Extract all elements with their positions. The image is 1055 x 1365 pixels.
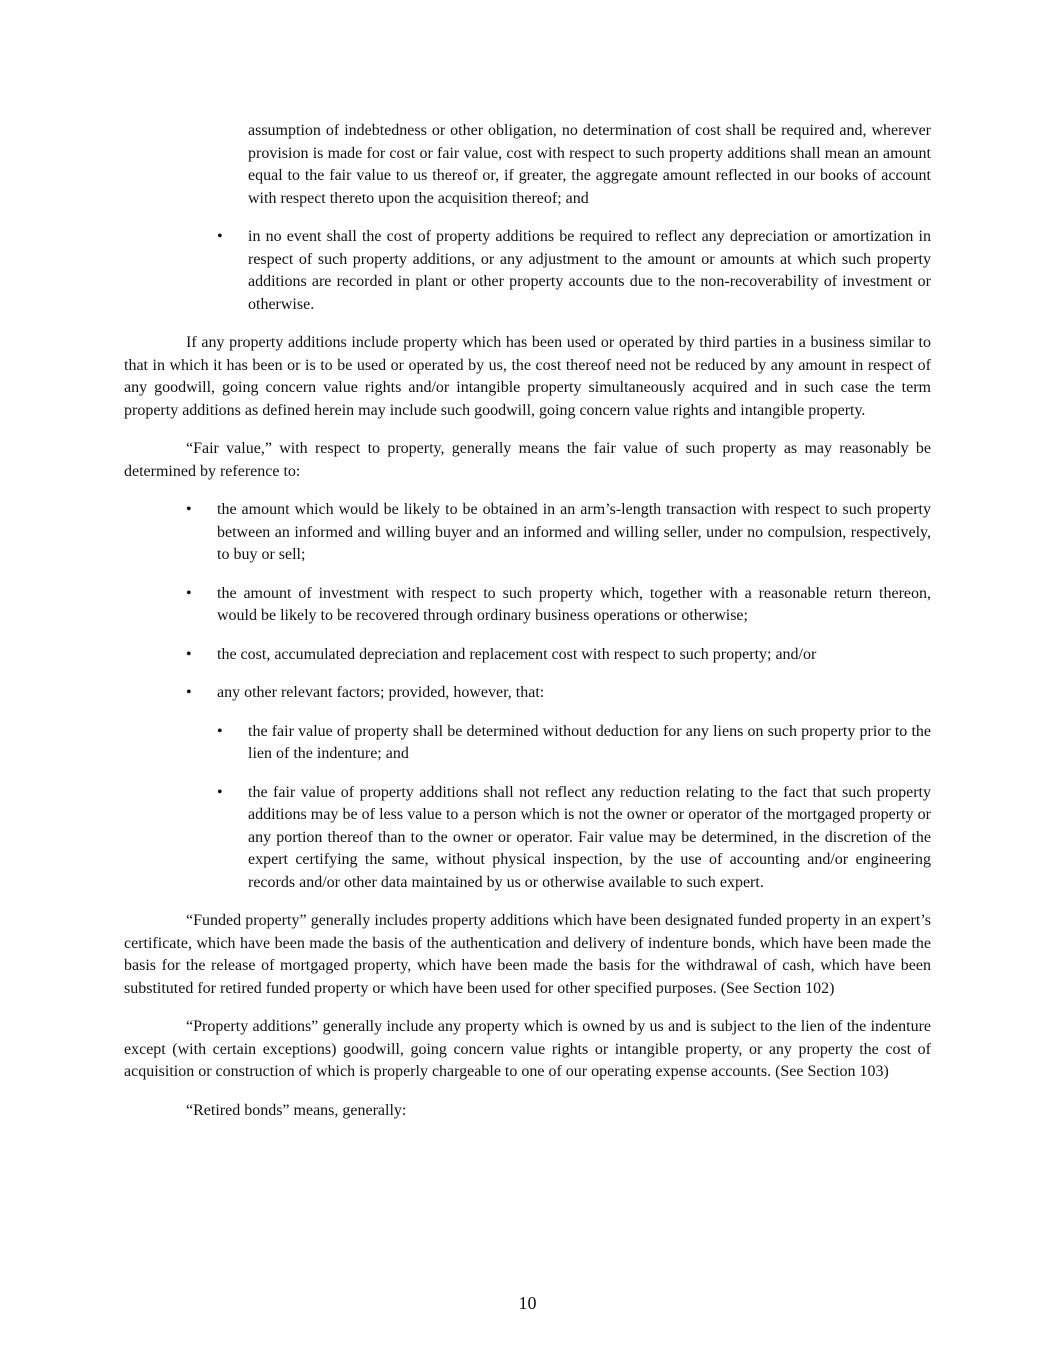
page-number: 10	[518, 1293, 537, 1313]
bullet-text: the fair value of property shall be determined without deduction for any liens on such property prior to the lien of the indenture; and	[248, 722, 931, 762]
paragraph-funded-property: “Funded property” generally includes property additions which have been designated funded property in an expert’s certificate, which have been made the basis of the authentication and delivery of indenture bonds, which have been made the basis for the release of mortgaged property, which have been made the basis for the withdrawal of cash, which have been substituted for retired funded property or which have been used for other specified purposes. (See Section 102)	[124, 912, 931, 997]
bullet-marker: •	[186, 584, 192, 602]
bullet-marker: •	[186, 684, 192, 701]
list-item	[124, 782, 931, 895]
list-item	[124, 721, 931, 766]
list-item	[124, 682, 931, 705]
list-item	[124, 226, 931, 316]
paragraph-third-parties: If any property additions include property which has been used or operated by third parties in a business similar to that in which it has been or is to be used or operated by us, the cost thereof need not be reduced by any amount in respect of any goodwill, going concern value rights and/or intangible property simultaneously acquired and in such case the term property additions as defined herein may include such goodwill, going concern value rights and intangible property.	[124, 334, 931, 419]
continuation-paragraph: assumption of indebtedness or other obligation, no determination of cost shall be required and, wherever provision is made for cost or fair value, cost with respect to such property additions shall mean an amount equal to the fair value to us thereof or, if greater, the aggregate amount reflected in our books of account with respect thereto upon the acquisition thereof; and	[248, 122, 931, 207]
bullet-marker: •	[186, 645, 192, 663]
bullet-text: any other relevant factors; provided, however, that:	[217, 684, 545, 701]
paragraph-fair-value: “Fair value,” with respect to property, generally means the fair value of such property as may reasonably be determined by reference to:	[124, 440, 931, 480]
paragraph-property-additions: “Property additions” generally include any property which is owned by us and is subject to the lien of the indenture except (with certain exceptions) goodwill, going concern value rights or intangible property, or any property the cost of acquisition or construction of which is properly chargeable to one of our operating expense accounts. (See Section 103)	[124, 1018, 931, 1080]
bullet-marker: •	[186, 501, 192, 518]
bullet-text: the amount which would be likely to be obtained in an arm’s-length transaction with respect to such property between an informed and willing buyer and an informed and willing seller, under no compulsion, respectively, to buy or sell;	[217, 501, 931, 563]
bullet-marker: •	[217, 783, 223, 801]
bullet-text: in no event shall the cost of property additions be required to reflect any depreciation or amortization in respect of such property additions, or any adjustment to the amount or amounts at which such property additions are recorded in plant or other property accounts due to the non-recoverability of investment or otherwise.	[248, 228, 931, 313]
bullet-text: the fair value of property additions shall not reflect any reduction relating to the fact that such property additions may be of less value to a person which is not the owner or operator of the mortgaged property or any portion thereof than to the owner or operator. Fair value may be determined, in the discretion of the expert certifying the same, without physical inspection, by the use of accounting and/or engineering records and/or other data maintained by us or otherwise available to such expert.	[248, 783, 931, 891]
bullet-marker: •	[217, 228, 223, 245]
list-item	[124, 583, 931, 628]
list-item	[124, 499, 931, 567]
paragraph-retired-bonds: “Retired bonds” means, generally:	[186, 1101, 407, 1119]
bullet-text: the amount of investment with respect to such property which, together with a reasonable return thereon, would be likely to be recovered through ordinary business operations or otherwise;	[217, 584, 931, 624]
bullet-text: the cost, accumulated depreciation and replacement cost with respect to such property; and/or	[217, 645, 817, 663]
list-item	[124, 644, 931, 667]
document-body	[124, 120, 931, 1138]
bullet-marker: •	[217, 722, 223, 740]
